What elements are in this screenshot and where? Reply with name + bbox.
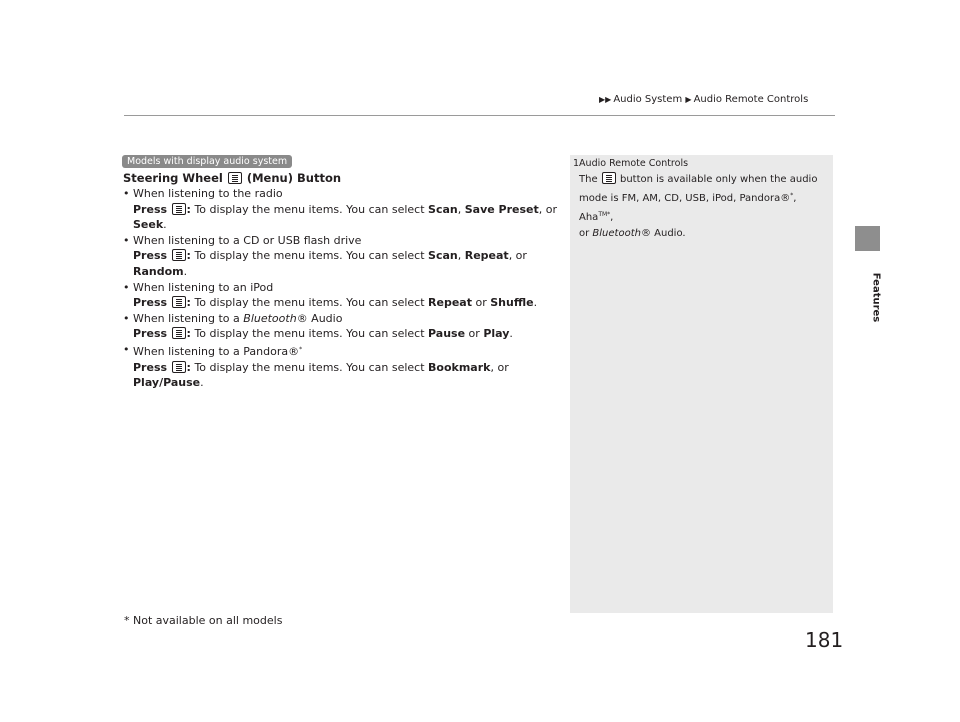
section-label: Features [870, 272, 882, 323]
note-title: 1Audio Remote Controls [573, 158, 689, 169]
menu-button-icon [172, 327, 186, 339]
footnote: * Not available on all models [124, 614, 283, 627]
list-item: • When listening to a Pandora®* Press : To display the menu items. You can select Bookmark, or Play/Pause. [123, 342, 509, 390]
header-rule [124, 115, 835, 116]
bullet-icon: • [123, 311, 130, 325]
bullet-icon: • [123, 187, 130, 200]
menu-button-icon [172, 361, 186, 373]
main-content [123, 170, 568, 391]
bullet-icon: • [123, 280, 130, 294]
section-heading: Steering Wheel (Menu) Button [123, 171, 342, 185]
note-marker: 1 [573, 158, 580, 169]
arrow-icon: ▶ [685, 95, 692, 104]
breadcrumb [599, 94, 808, 105]
double-arrow-icon: ▶▶ [599, 95, 612, 104]
menu-button-icon [602, 172, 616, 184]
menu-button-icon [228, 172, 242, 184]
list-item: • When listening to a Bluetooth® Audio Press : To display the menu items. You can select Pause or Play. [123, 311, 513, 341]
breadcrumb-topic: Audio Remote Controls [693, 94, 809, 105]
bullet-icon: • [123, 233, 130, 247]
breadcrumb-section: Audio System [613, 94, 683, 105]
list-item: • When listening to the radio Press : To display the menu items. You can select Scan, Save Preset, or Seek. [123, 187, 558, 232]
bullet-icon: • [123, 342, 130, 356]
menu-button-icon [172, 203, 186, 215]
page-number: 181 [805, 628, 844, 652]
list-item: • When listening to an iPod Press : To display the menu items. You can select Repeat or Shuffle. [123, 280, 538, 310]
note-text: The button is available only when the audio mode is FM, AM, CD, USB, iPod, Pandora®*, Aha$^{TM*}$, or Bluetooth® Audio. [579, 174, 818, 239]
model-badge: Models with display audio system [122, 155, 292, 168]
list-item: • When listening to a CD or USB flash drive Press : To display the menu items. You can select Scan, Repeat, or Random. [123, 233, 527, 278]
section-tab [855, 226, 880, 251]
menu-button-icon [172, 296, 186, 308]
menu-button-icon [172, 249, 186, 261]
